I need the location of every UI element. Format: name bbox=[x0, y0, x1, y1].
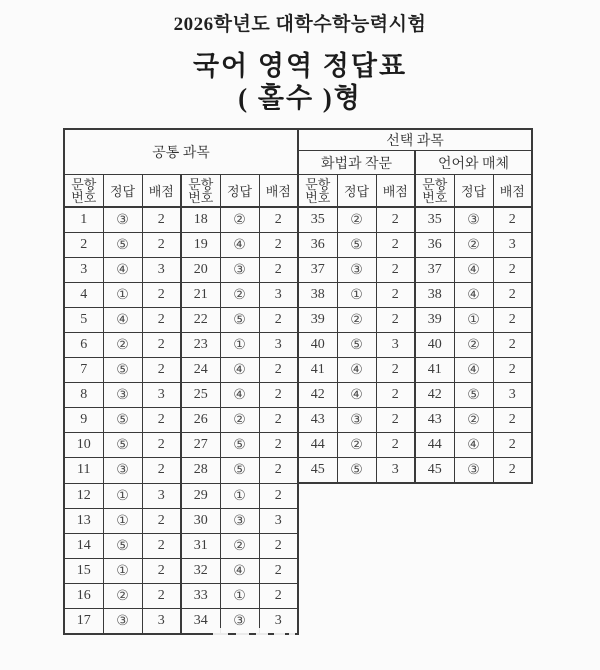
points-value: 2 bbox=[376, 358, 415, 383]
question-number: 16 bbox=[64, 583, 103, 608]
points-header: 배점 bbox=[376, 175, 415, 208]
question-number: 7 bbox=[64, 358, 103, 383]
question-number: 25 bbox=[181, 383, 220, 408]
points-value: 2 bbox=[493, 207, 532, 233]
table-row bbox=[64, 458, 532, 484]
question-number: 43 bbox=[415, 408, 454, 433]
answer-value: ② bbox=[220, 408, 259, 433]
question-number: 2 bbox=[64, 233, 103, 258]
answer-header: 정답 bbox=[454, 175, 493, 208]
question-number: 40 bbox=[298, 333, 337, 358]
table-row bbox=[64, 583, 532, 608]
elective-subjects-header: 선택 과목 bbox=[298, 129, 532, 151]
points-value: 2 bbox=[259, 258, 298, 283]
answer-value: ④ bbox=[220, 233, 259, 258]
points-value: 2 bbox=[376, 258, 415, 283]
points-value: 2 bbox=[142, 233, 181, 258]
answer-value: ④ bbox=[103, 258, 142, 283]
table-row bbox=[64, 483, 532, 508]
points-value: 2 bbox=[259, 383, 298, 408]
points-value: 2 bbox=[376, 283, 415, 308]
question-number: 42 bbox=[298, 383, 337, 408]
question-number: 38 bbox=[298, 283, 337, 308]
points-value: 2 bbox=[493, 283, 532, 308]
question-number: 36 bbox=[298, 233, 337, 258]
question-number: 18 bbox=[181, 207, 220, 233]
speech-writing-header: 화법과 작문 bbox=[298, 151, 415, 175]
points-value: 2 bbox=[142, 308, 181, 333]
points-value: 2 bbox=[259, 458, 298, 484]
answer-value: ⑤ bbox=[454, 383, 493, 408]
table-row bbox=[64, 283, 532, 308]
section-header-row bbox=[64, 129, 532, 151]
subject-title: 국어 영역 정답표 bbox=[192, 51, 408, 81]
question-number: 6 bbox=[64, 333, 103, 358]
question-no-header: 문항 번호 bbox=[298, 175, 337, 208]
answer-value: ① bbox=[103, 283, 142, 308]
answer-value: ⑤ bbox=[103, 533, 142, 558]
answer-value: ⑤ bbox=[337, 333, 376, 358]
points-value: 2 bbox=[142, 207, 181, 233]
table-row bbox=[64, 608, 532, 634]
question-number: 26 bbox=[181, 408, 220, 433]
answer-header: 정답 bbox=[103, 175, 142, 208]
question-number: 44 bbox=[415, 433, 454, 458]
common-subjects-header: 공통 과목 bbox=[64, 129, 298, 175]
column-header-row bbox=[64, 175, 532, 208]
answer-value: ④ bbox=[220, 558, 259, 583]
answer-value: ① bbox=[103, 508, 142, 533]
answer-value: ④ bbox=[220, 383, 259, 408]
question-number: 45 bbox=[415, 458, 454, 484]
points-value: 2 bbox=[259, 358, 298, 383]
question-number: 34 bbox=[181, 608, 220, 634]
answer-value: ③ bbox=[337, 408, 376, 433]
answer-value: ③ bbox=[103, 383, 142, 408]
question-number: 41 bbox=[415, 358, 454, 383]
answer-value: ④ bbox=[454, 433, 493, 458]
answer-value: ⑤ bbox=[103, 408, 142, 433]
answer-header: 정답 bbox=[337, 175, 376, 208]
answer-value: ③ bbox=[103, 458, 142, 484]
answer-value: ② bbox=[337, 308, 376, 333]
answer-value: ⑤ bbox=[103, 233, 142, 258]
answer-value: ③ bbox=[220, 258, 259, 283]
question-number: 5 bbox=[64, 308, 103, 333]
points-value: 3 bbox=[259, 333, 298, 358]
points-value: 2 bbox=[142, 583, 181, 608]
points-value: 2 bbox=[376, 308, 415, 333]
points-header: 배점 bbox=[493, 175, 532, 208]
answer-value: ② bbox=[337, 207, 376, 233]
answer-table bbox=[63, 128, 533, 635]
question-number: 15 bbox=[64, 558, 103, 583]
table-row bbox=[64, 258, 532, 283]
table-row bbox=[64, 508, 532, 533]
question-number: 8 bbox=[64, 383, 103, 408]
points-value: 2 bbox=[142, 558, 181, 583]
question-number: 44 bbox=[298, 433, 337, 458]
answer-value: ④ bbox=[337, 383, 376, 408]
question-number: 9 bbox=[64, 408, 103, 433]
points-value: 2 bbox=[142, 458, 181, 484]
answer-value: ① bbox=[337, 283, 376, 308]
table-row bbox=[64, 233, 532, 258]
answer-value: ② bbox=[103, 583, 142, 608]
points-value: 3 bbox=[142, 483, 181, 508]
answer-value: ⑤ bbox=[337, 233, 376, 258]
answer-value: ④ bbox=[337, 358, 376, 383]
points-value: 3 bbox=[142, 383, 181, 408]
points-value: 2 bbox=[376, 408, 415, 433]
question-number: 20 bbox=[181, 258, 220, 283]
table-row bbox=[64, 558, 532, 583]
question-no-header: 문항 번호 bbox=[181, 175, 220, 208]
question-number: 24 bbox=[181, 358, 220, 383]
question-number: 39 bbox=[298, 308, 337, 333]
points-value: 2 bbox=[259, 533, 298, 558]
answer-value: ① bbox=[220, 583, 259, 608]
points-value: 2 bbox=[259, 308, 298, 333]
points-value: 2 bbox=[259, 483, 298, 508]
answer-value: ② bbox=[454, 333, 493, 358]
table-row bbox=[64, 358, 532, 383]
form-type-title: ( 홀수 )형 bbox=[238, 83, 362, 113]
question-number: 12 bbox=[64, 483, 103, 508]
points-value: 3 bbox=[376, 458, 415, 484]
question-number: 35 bbox=[298, 207, 337, 233]
points-value: 2 bbox=[493, 308, 532, 333]
answer-value: ③ bbox=[220, 608, 259, 634]
question-number: 14 bbox=[64, 533, 103, 558]
points-value: 2 bbox=[493, 358, 532, 383]
question-number: 1 bbox=[64, 207, 103, 233]
question-number: 42 bbox=[415, 383, 454, 408]
answer-header: 정답 bbox=[220, 175, 259, 208]
question-number: 38 bbox=[415, 283, 454, 308]
table-row bbox=[64, 383, 532, 408]
answer-value: ③ bbox=[103, 608, 142, 634]
points-header: 배점 bbox=[142, 175, 181, 208]
answer-value: ② bbox=[220, 283, 259, 308]
answer-value: ④ bbox=[103, 308, 142, 333]
question-number: 17 bbox=[64, 608, 103, 634]
points-value: 2 bbox=[376, 207, 415, 233]
question-number: 40 bbox=[415, 333, 454, 358]
question-number: 19 bbox=[181, 233, 220, 258]
points-value: 2 bbox=[142, 408, 181, 433]
answer-value: ④ bbox=[454, 258, 493, 283]
answer-value: ① bbox=[454, 308, 493, 333]
answer-value: ② bbox=[220, 207, 259, 233]
question-number: 33 bbox=[181, 583, 220, 608]
answer-value: ① bbox=[103, 483, 142, 508]
table-row bbox=[64, 333, 532, 358]
answer-value: ① bbox=[103, 558, 142, 583]
question-number: 10 bbox=[64, 433, 103, 458]
answer-value: ③ bbox=[220, 508, 259, 533]
points-value: 2 bbox=[376, 383, 415, 408]
points-header: 배점 bbox=[259, 175, 298, 208]
question-number: 41 bbox=[298, 358, 337, 383]
question-number: 30 bbox=[181, 508, 220, 533]
question-number: 27 bbox=[181, 433, 220, 458]
points-value: 3 bbox=[259, 608, 298, 634]
answer-value: ③ bbox=[454, 207, 493, 233]
answer-value: ② bbox=[454, 233, 493, 258]
answer-value: ③ bbox=[337, 258, 376, 283]
points-value: 2 bbox=[142, 508, 181, 533]
question-number: 39 bbox=[415, 308, 454, 333]
question-number: 21 bbox=[181, 283, 220, 308]
points-value: 2 bbox=[493, 258, 532, 283]
table-row bbox=[64, 433, 532, 458]
answer-value: ① bbox=[220, 483, 259, 508]
points-value: 2 bbox=[493, 458, 532, 484]
question-number: 36 bbox=[415, 233, 454, 258]
answer-value: ⑤ bbox=[220, 433, 259, 458]
answer-value: ③ bbox=[454, 458, 493, 484]
language-media-header: 언어와 매체 bbox=[415, 151, 532, 175]
answer-value: ⑤ bbox=[103, 358, 142, 383]
points-value: 3 bbox=[376, 333, 415, 358]
points-value: 2 bbox=[142, 433, 181, 458]
question-number: 4 bbox=[64, 283, 103, 308]
answer-value: ② bbox=[103, 333, 142, 358]
points-value: 2 bbox=[259, 233, 298, 258]
points-value: 2 bbox=[259, 408, 298, 433]
points-value: 3 bbox=[493, 233, 532, 258]
points-value: 2 bbox=[376, 433, 415, 458]
answer-value: ② bbox=[220, 533, 259, 558]
points-value: 2 bbox=[259, 433, 298, 458]
answer-value: ⑤ bbox=[220, 308, 259, 333]
question-no-header: 문항 번호 bbox=[64, 175, 103, 208]
question-number: 29 bbox=[181, 483, 220, 508]
points-value: 2 bbox=[142, 283, 181, 308]
points-value: 3 bbox=[142, 608, 181, 634]
question-number: 22 bbox=[181, 308, 220, 333]
points-value: 3 bbox=[142, 258, 181, 283]
points-value: 2 bbox=[142, 533, 181, 558]
question-number: 28 bbox=[181, 458, 220, 484]
points-value: 3 bbox=[259, 508, 298, 533]
table-row bbox=[64, 408, 532, 433]
points-value: 2 bbox=[493, 433, 532, 458]
answer-value: ③ bbox=[103, 207, 142, 233]
answer-value: ⑤ bbox=[220, 458, 259, 484]
points-value: 2 bbox=[142, 358, 181, 383]
table-body bbox=[64, 207, 532, 634]
points-value: 2 bbox=[259, 207, 298, 233]
table-row bbox=[64, 308, 532, 333]
question-number: 11 bbox=[64, 458, 103, 484]
question-number: 13 bbox=[64, 508, 103, 533]
points-value: 3 bbox=[493, 383, 532, 408]
answer-value: ⑤ bbox=[337, 458, 376, 484]
document-header bbox=[0, 0, 600, 114]
answer-value: ④ bbox=[454, 283, 493, 308]
question-number: 35 bbox=[415, 207, 454, 233]
question-number: 43 bbox=[298, 408, 337, 433]
points-value: 2 bbox=[259, 583, 298, 608]
points-value: 3 bbox=[259, 283, 298, 308]
question-number: 23 bbox=[181, 333, 220, 358]
points-value: 2 bbox=[493, 408, 532, 433]
answer-value: ④ bbox=[454, 358, 493, 383]
table-header bbox=[64, 129, 532, 207]
table-row bbox=[64, 207, 532, 233]
table-row bbox=[64, 533, 532, 558]
question-number: 32 bbox=[181, 558, 220, 583]
question-number: 45 bbox=[298, 458, 337, 484]
question-number: 3 bbox=[64, 258, 103, 283]
question-no-header: 문항 번호 bbox=[415, 175, 454, 208]
answer-value: ① bbox=[220, 333, 259, 358]
points-value: 2 bbox=[376, 233, 415, 258]
question-number: 37 bbox=[298, 258, 337, 283]
points-value: 2 bbox=[493, 333, 532, 358]
exam-title: 2026학년도 대학수학능력시험 bbox=[173, 14, 427, 35]
question-number: 31 bbox=[181, 533, 220, 558]
question-number: 37 bbox=[415, 258, 454, 283]
answer-value: ② bbox=[454, 408, 493, 433]
points-value: 2 bbox=[142, 333, 181, 358]
answer-value: ② bbox=[337, 433, 376, 458]
answer-value: ⑤ bbox=[103, 433, 142, 458]
answer-value: ④ bbox=[220, 358, 259, 383]
points-value: 2 bbox=[259, 558, 298, 583]
